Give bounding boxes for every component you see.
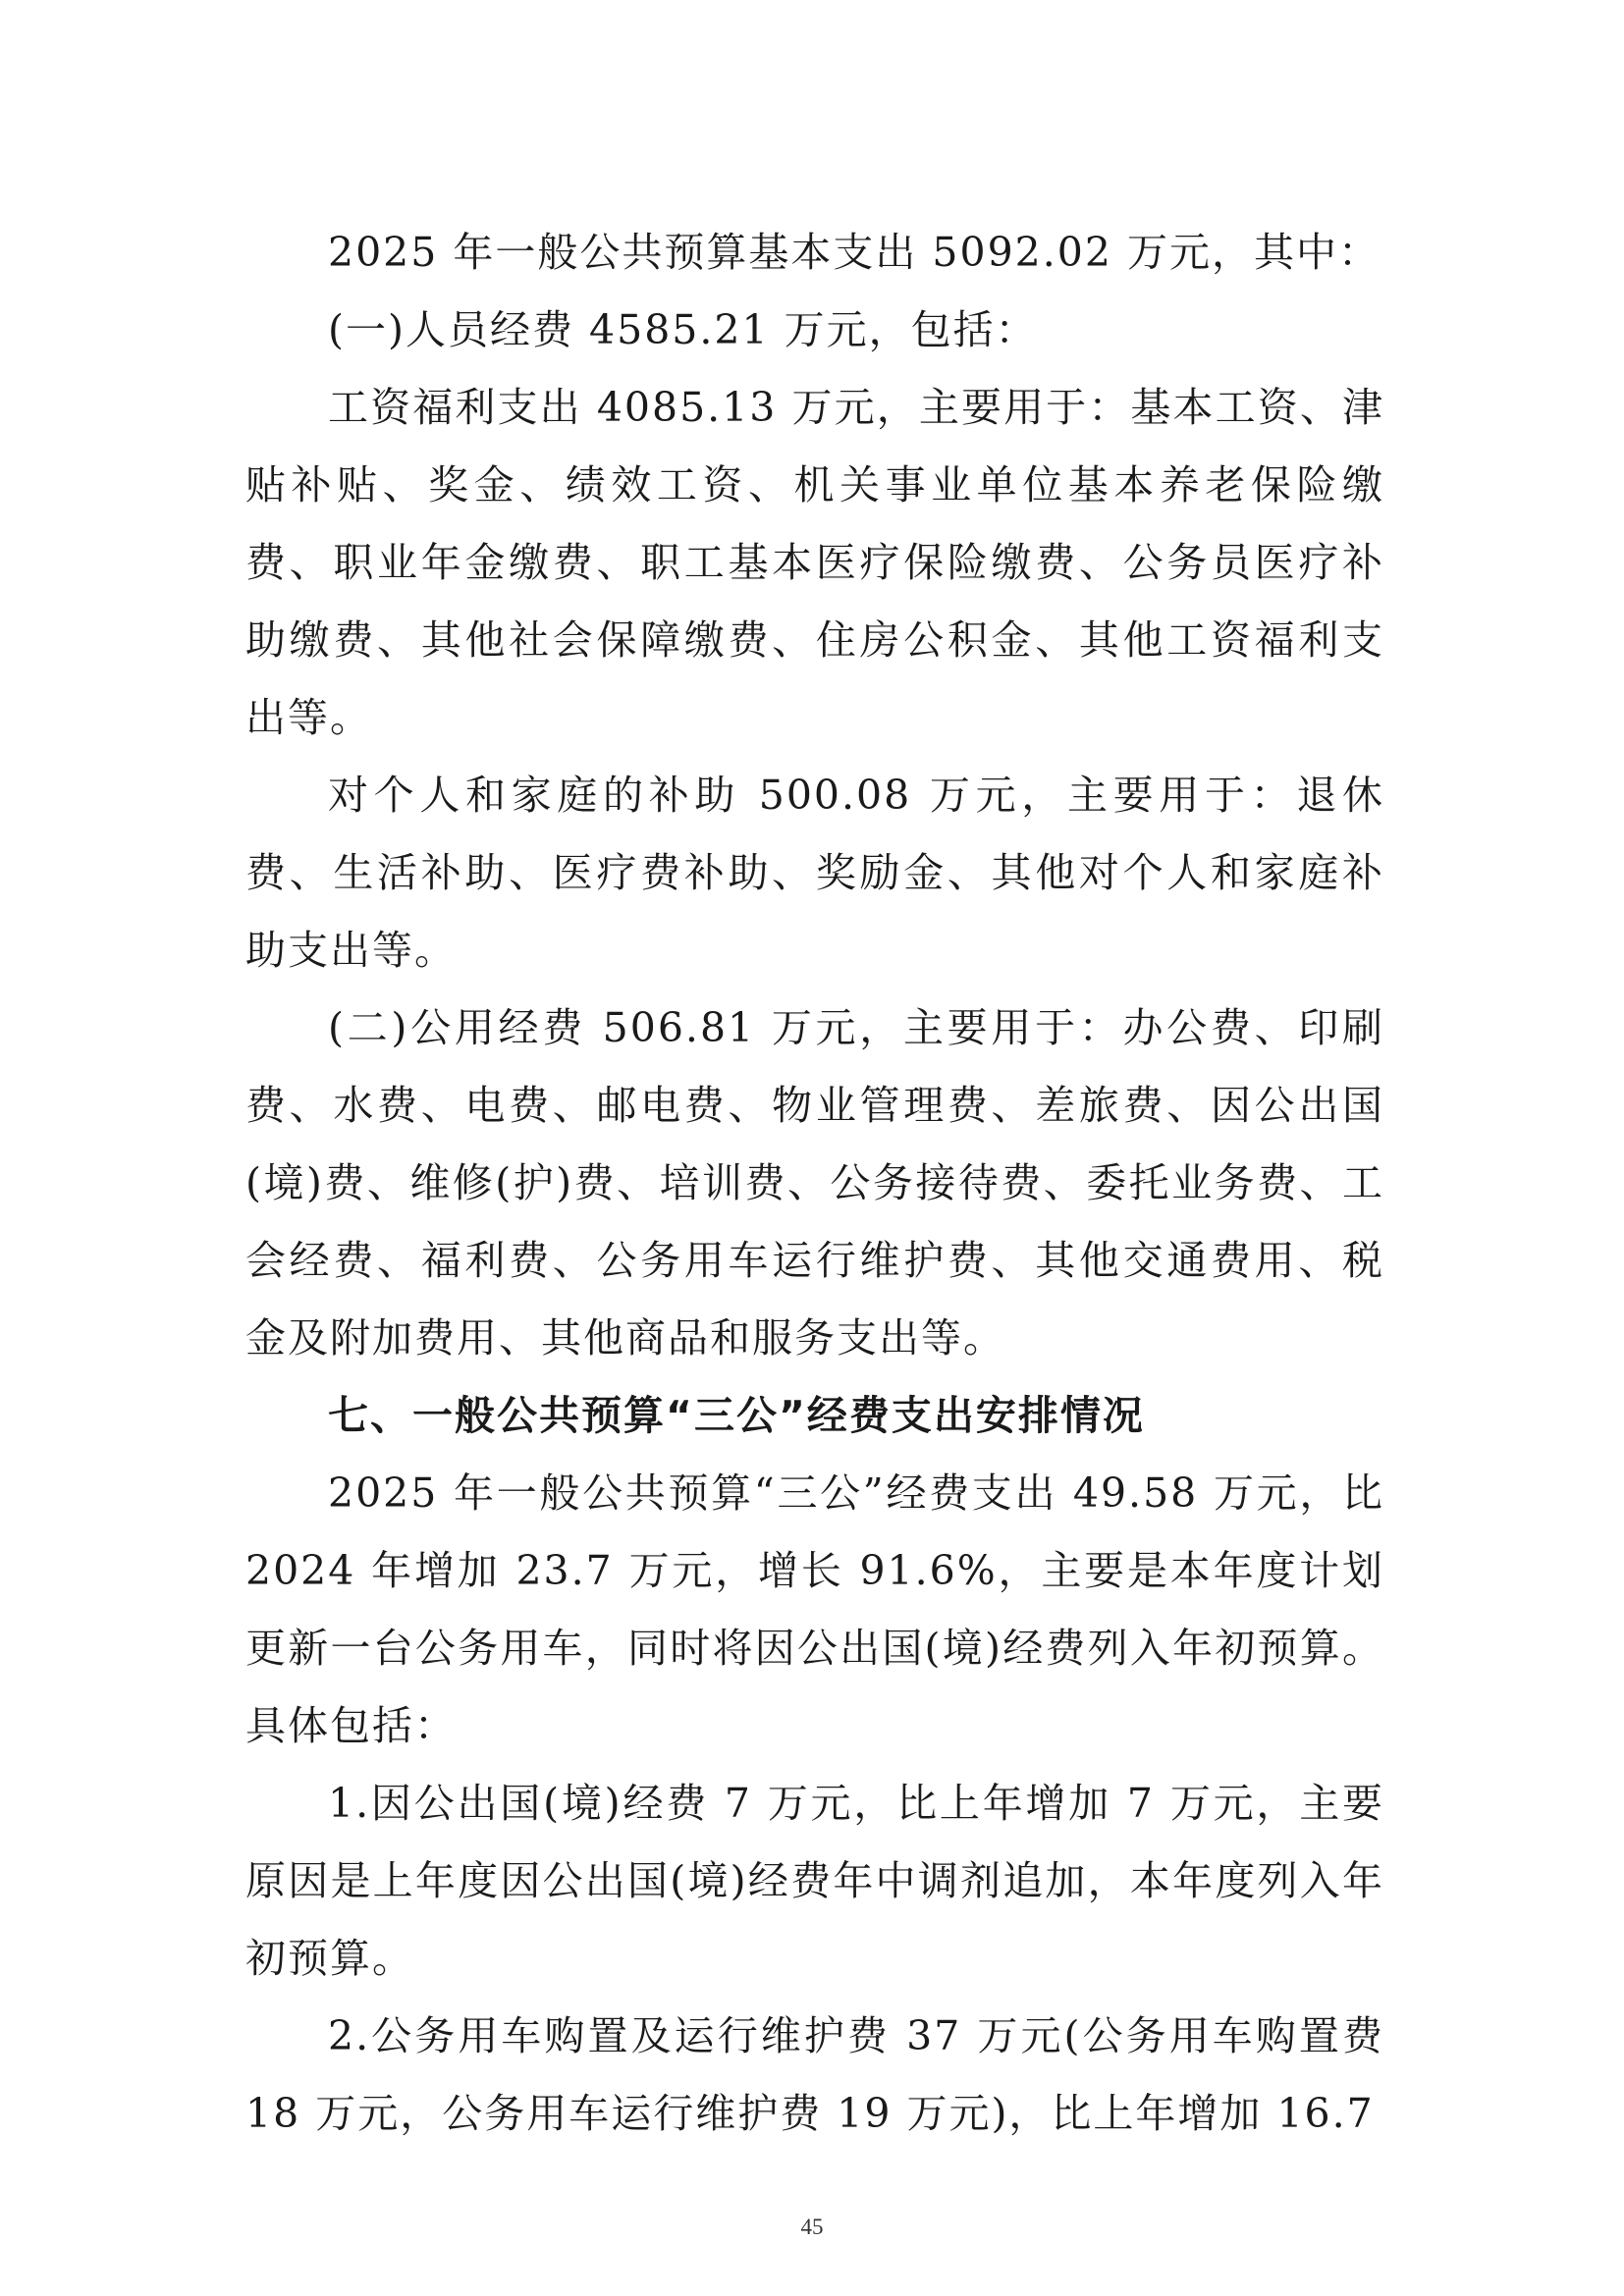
page-number: 45 bbox=[800, 2215, 824, 2239]
paragraph-public-funds: (二)公用经费 506.81 万元，主要用于：办公费、印刷费、水费、电费、邮电费、物业管理费、差旅费、因公出国(境)费、维修(护)费、培训费、公务接待费、委托业务费、工会经费、福利费、公务用车运行维护费、其他交通费用、税金及附加费用、其他商品和服务支出等。 bbox=[245, 1004, 1384, 1362]
paragraph-three-public-summary: 2025 年一般公共预算“三公”经费支出 49.58 万元，比 2024 年增加 23.7 万元，增长 91.6%，主要是本年度计划更新一台公务用车，同时将因公出国(境)经费列入年初预算。具体包括： bbox=[245, 1469, 1384, 1749]
section-heading-three-public: 七、一般公共预算“三公”经费支出安排情况 bbox=[328, 1392, 1145, 1439]
paragraph-vehicle-costs: 2.公务用车购置及运行维护费 37 万元(公务用车购置费 18 万元，公务用车运行维护费 19 万元)，比上年增加 16.7 bbox=[245, 2012, 1384, 2137]
paragraph-household-subsidy: 对个人和家庭的补助 500.08 万元，主要用于：退休费、生活补助、医疗费补助、奖励金、其他对个人和家庭补助支出等。 bbox=[245, 772, 1384, 974]
paragraph-overseas-travel: 1.因公出国(境)经费 7 万元，比上年增加 7 万元，主要原因是上年度因公出国(境)经费年中调剂追加，本年度列入年初预算。 bbox=[245, 1780, 1384, 1982]
paragraph-wages-welfare: 工资福利支出 4085.13 万元，主要用于：基本工资、津贴补贴、奖金、绩效工资、机关事业单位基本养老保险缴费、职业年金缴费、职工基本医疗保险缴费、公务员医疗补助缴费、其他社会保障缴费、住房公积金、其他工资福利支出等。 bbox=[245, 384, 1384, 741]
paragraph-personnel-funds: (一)人员经费 4585.21 万元，包括： bbox=[328, 306, 1038, 353]
paragraph-basic-expenditure: 2025 年一般公共预算基本支出 5092.02 万元，其中： bbox=[328, 229, 1380, 276]
body-text bbox=[245, 214, 1384, 2153]
